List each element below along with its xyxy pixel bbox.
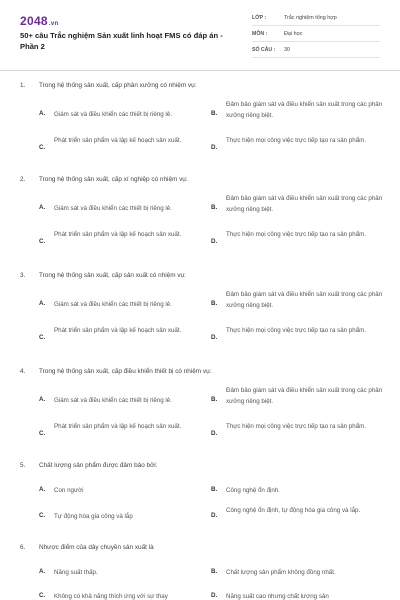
logo-suffix: .vn [48,21,59,27]
question-number: 4. [20,368,26,375]
option-text: Công nghệ ổn định. [226,487,281,494]
question-item [0,176,400,272]
option-row [0,504,400,534]
option-text: Đảm bảo giám sát và điều khiển sản xuất trong các phân xưởng riêng biệt. [226,101,383,119]
option-text: Đảm bảo giám sát và điều khiển sản xuất trong các phân xưởng riêng biệt. [226,195,383,213]
option-row [0,482,400,504]
option-text: Thực hiện mọi công việc trực tiếp tạo ra sản phẩm. [226,137,367,144]
meta-value: 30 [284,47,290,53]
question-stem: Trong hệ thống sản xuất, cấp phân xưởng có nhiệm vụ: [39,82,197,89]
question-stem: Nhược điểm của dây chuyền sản xuất là [39,544,154,551]
option-text: Chất lượng sản phẩm không đồng nhất. [226,569,336,576]
page-title: 50+ câu Trắc nghiệm Sản xuất linh hoạt FMS có đáp án - Phần 2 [20,31,223,51]
option-text: Đảm bảo giám sát và điều khiển sản xuất trong các phân xưởng riêng biệt. [226,387,383,405]
question-stem-row [0,462,400,476]
option-text: Con người [54,487,84,494]
meta-value: Trắc nghiệm tổng hợp [284,15,337,21]
option-text: Giám sát và điều khiển các thiết bị riêng lẻ. [54,205,172,212]
option-letter: B. [211,204,218,211]
site-logo[interactable] [20,14,58,28]
question-item [0,368,400,462]
option-letter: C. [39,512,46,519]
question-number: 2. [20,176,26,183]
question-stem: Trong hệ thống sản xuất, cấp điều khiển thiết bị có nhiệm vụ: [39,368,212,375]
question-stem: Chất lượng sản phẩm được đảm bảo bởi: [39,462,158,469]
option-letter: D. [211,334,218,341]
option-letter: C. [39,238,46,245]
option-row [0,100,400,136]
option-letter: A. [39,486,46,493]
option-letter: A. [39,396,46,403]
option-row [0,564,400,586]
meta-label: MÔN : [252,31,268,37]
option-letter: B. [211,396,218,403]
meta-class-row [252,12,380,26]
option-letter: D. [211,430,218,437]
question-stem-row [0,272,400,286]
option-row [0,194,400,230]
option-letter: C. [39,592,46,599]
option-text: Công nghệ ổn định, tự động hóa gia công và lắp. [226,507,361,514]
option-letter: B. [211,568,218,575]
option-text: Không có khả năng thích ứng với sự thay [54,593,168,600]
option-letter: C. [39,430,46,437]
option-text: Tự động hóa gia công và lắp [54,513,133,520]
option-letter: D. [211,144,218,151]
option-letter: A. [39,568,46,575]
header-divider [0,70,400,71]
option-row [0,386,400,422]
option-letter: C. [39,334,46,341]
option-letter: A. [39,204,46,211]
quiz-meta [252,12,380,60]
option-text: Thực hiện mọi công việc trực tiếp tạo ra sản phẩm. [226,327,367,334]
option-text: Giám sát và điều khiển các thiết bị riêng lẻ. [54,111,172,118]
option-letter: C. [39,144,46,151]
option-row [0,290,400,326]
question-item [0,82,400,176]
option-letter: A. [39,300,46,307]
question-item [0,272,400,368]
option-text: Giám sát và điều khiển các thiết bị riêng lẻ. [54,301,172,308]
logo-main: 2048 [20,14,48,28]
question-stem-row [0,176,400,190]
question-item [0,544,400,600]
question-number: 3. [20,272,26,279]
meta-count-row [252,44,380,58]
question-stem: Trong hệ thống sản xuất, cấp sản xuất có nhiệm vụ: [39,272,186,279]
option-letter: B. [211,110,218,117]
question-number: 6. [20,544,26,551]
option-text: Giám sát và điều khiển các thiết bị riêng lẻ. [54,397,172,404]
option-row [0,422,400,452]
option-text: Phát triển sản phẩm và lập kế hoạch sản xuất. [54,231,182,238]
option-row [0,136,400,166]
option-text: Năng suất cao nhưng chất lượng sản [226,593,329,600]
option-text: Phát triển sản phẩm và lập kế hoạch sản xuất. [54,137,182,144]
option-row [0,326,400,356]
option-letter: A. [39,110,46,117]
question-stem-row [0,368,400,382]
option-text: Thực hiện mọi công việc trực tiếp tạo ra sản phẩm. [226,423,367,430]
meta-value: Đại học [284,31,303,37]
question-number: 1. [20,82,26,89]
option-text: Năng suất thấp. [54,569,98,576]
option-letter: D. [211,238,218,245]
question-number: 5. [20,462,26,469]
meta-label: LỚP : [252,15,267,21]
option-letter: D. [211,592,218,599]
question-stem-row [0,544,400,558]
option-text: Thực hiện mọi công việc trực tiếp tạo ra sản phẩm. [226,231,367,238]
question-stem: Trong hệ thống sản xuất, cấp xí nghiệp có nhiệm vụ: [39,176,188,183]
question-item [0,462,400,544]
option-text: Đảm bảo giám sát và điều khiển sản xuất trong các phân xưởng riêng biệt. [226,291,383,309]
option-letter: B. [211,486,218,493]
option-letter: B. [211,300,218,307]
option-letter: D. [211,512,218,519]
meta-label: SỐ CÂU : [252,47,276,53]
question-list [0,82,400,600]
option-row [0,230,400,260]
question-stem-row [0,82,400,96]
option-row [0,586,400,600]
option-text: Phát triển sản phẩm và lập kế hoạch sản xuất. [54,423,182,430]
meta-subject-row [252,28,380,42]
option-text: Phát triển sản phẩm và lập kế hoạch sản xuất. [54,327,182,334]
page-header [0,0,400,72]
